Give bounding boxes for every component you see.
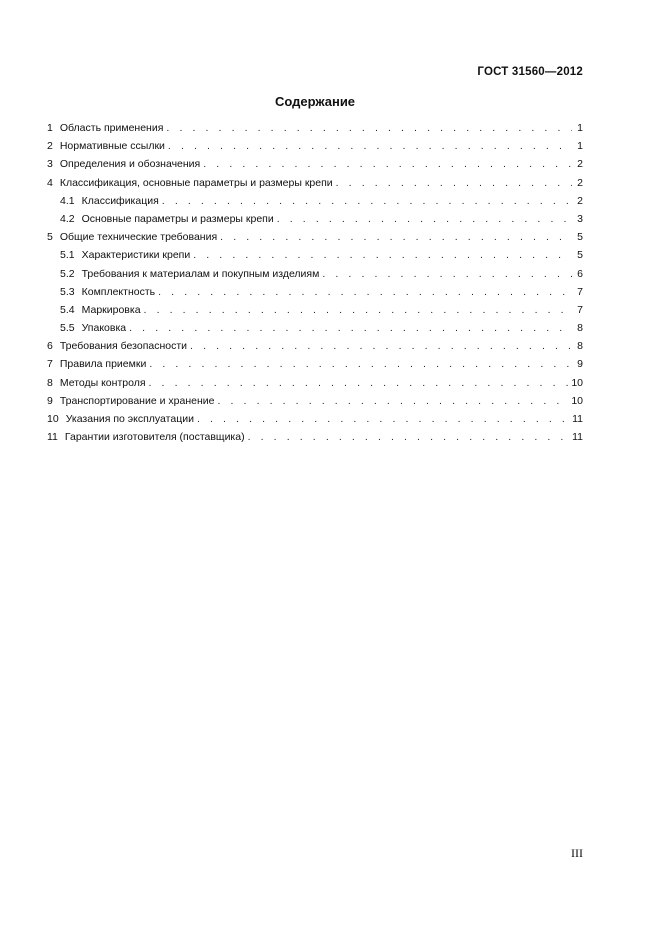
toc-title: Содержание: [274, 94, 356, 109]
toc-entry-page: 11: [572, 413, 583, 425]
dot-leader: [277, 210, 572, 228]
toc-entry-page: 8: [577, 340, 583, 353]
dot-leader: [203, 155, 572, 173]
toc-entry-page: 1: [577, 140, 583, 153]
toc-entry-page: 6: [577, 267, 583, 280]
dot-leader: [190, 337, 572, 355]
toc-entry-label: Область применения: [59, 122, 164, 134]
toc-entry-label: Упаковка: [81, 322, 127, 335]
toc-entry-page: 11: [572, 431, 583, 444]
toc-entry-label: Требования безопасности: [59, 340, 188, 353]
toc-entry-number: 3: [47, 158, 53, 171]
toc-entry-number: 2: [47, 140, 53, 153]
toc-entry-page: 5: [577, 231, 583, 244]
toc-entry-page: 2: [577, 176, 583, 189]
toc-entry-number: 4.2: [60, 212, 75, 225]
toc-entry-number: 4.1: [60, 194, 75, 207]
toc-subentry[interactable]: [47, 265, 583, 283]
toc-entry-label: Методы контроля: [59, 376, 146, 389]
dot-leader: [144, 301, 572, 319]
toc-subentry[interactable]: [47, 301, 583, 319]
dot-leader: [322, 265, 572, 283]
toc-entry-page: 10: [571, 376, 583, 389]
dot-leader: [193, 246, 572, 264]
toc-entry-label: Характеристики крепи: [81, 249, 191, 262]
toc-entry-page: 7: [577, 285, 583, 298]
dot-leader: [336, 174, 572, 192]
toc-entry-page: 2: [577, 158, 583, 171]
dot-leader: [158, 283, 572, 301]
toc-entry-number: 4: [47, 176, 53, 189]
toc-entry-number: 6: [47, 340, 53, 353]
toc-entry[interactable]: [47, 392, 583, 410]
toc-entry-number: 8: [47, 376, 53, 389]
toc-entry-label: Классификация, основные параметры и размеры крепи: [59, 176, 333, 189]
dot-leader: [149, 355, 572, 373]
toc-entry-number: 1: [47, 122, 53, 134]
toc-entry-number: 5.3: [60, 285, 75, 298]
toc-entry-number: 5.5: [60, 322, 75, 335]
toc-entry[interactable]: [47, 137, 583, 155]
toc-entry-label: Классификация: [81, 194, 159, 207]
toc-entry[interactable]: [47, 374, 583, 392]
toc-entry-label: Комплектность: [81, 285, 156, 298]
toc-entry[interactable]: [47, 119, 583, 137]
toc-entry-label: Требования к материалам и покупным изделиям: [81, 267, 320, 280]
toc-subentry[interactable]: [47, 210, 583, 228]
toc-entry-label: Маркировка: [81, 303, 141, 316]
toc-entry[interactable]: [47, 228, 583, 246]
toc-entry-page: 3: [577, 212, 583, 225]
toc-entry-page: 9: [577, 358, 583, 371]
dot-leader: [248, 428, 569, 446]
toc-entry-label: Определения и обозначения: [59, 158, 201, 171]
toc-subentry[interactable]: [47, 283, 583, 301]
toc-entry-number: 11: [47, 431, 58, 444]
dot-leader: [166, 119, 572, 137]
toc-entry[interactable]: [47, 428, 583, 446]
toc-entry-page: 8: [577, 322, 583, 335]
toc-entry-label: Транспортирование и хранение: [59, 394, 215, 407]
page-number: III: [571, 846, 583, 860]
toc-entry-number: 7: [47, 358, 53, 371]
table-of-contents: [47, 119, 583, 446]
toc-entry-number: 9: [47, 394, 53, 407]
dot-leader: [162, 192, 572, 210]
toc-subentry[interactable]: [47, 192, 583, 210]
toc-entry-number: 5: [47, 231, 53, 244]
toc-entry-number: 5.4: [60, 303, 75, 316]
toc-entry-label: Правила приемки: [59, 358, 147, 371]
toc-entry-label: Нормативные ссылки: [59, 140, 165, 153]
toc-entry-number: 5.1: [60, 249, 75, 262]
toc-entry-page: 2: [577, 194, 583, 207]
toc-entry-page: 7: [577, 303, 583, 316]
toc-entry[interactable]: [47, 155, 583, 173]
toc-entry-label: Указания по эксплуатации: [65, 413, 194, 425]
toc-entry-number: 5.2: [60, 267, 75, 280]
toc-subentry[interactable]: [47, 319, 583, 337]
toc-entry[interactable]: [47, 337, 583, 355]
toc-entry[interactable]: [47, 355, 583, 373]
toc-subentry[interactable]: [47, 246, 583, 264]
dot-leader: [217, 392, 568, 410]
toc-entry-number: 10: [47, 413, 59, 425]
toc-entry[interactable]: [47, 410, 583, 428]
toc-entry[interactable]: [47, 174, 583, 192]
dot-leader: [129, 319, 572, 337]
dot-leader: [197, 410, 569, 428]
toc-entry-label: Общие технические требования: [59, 231, 218, 244]
standard-code: ГОСТ 31560—2012: [477, 66, 583, 78]
toc-entry-label: Основные параметры и размеры крепи: [81, 212, 274, 225]
toc-entry-page: 5: [577, 249, 583, 262]
dot-leader: [168, 137, 572, 155]
toc-entry-label: Гарантии изготовителя (поставщика): [64, 431, 245, 444]
dot-leader: [220, 228, 572, 246]
toc-entry-page: 1: [577, 122, 583, 134]
dot-leader: [149, 374, 569, 392]
toc-entry-page: 10: [571, 394, 583, 407]
